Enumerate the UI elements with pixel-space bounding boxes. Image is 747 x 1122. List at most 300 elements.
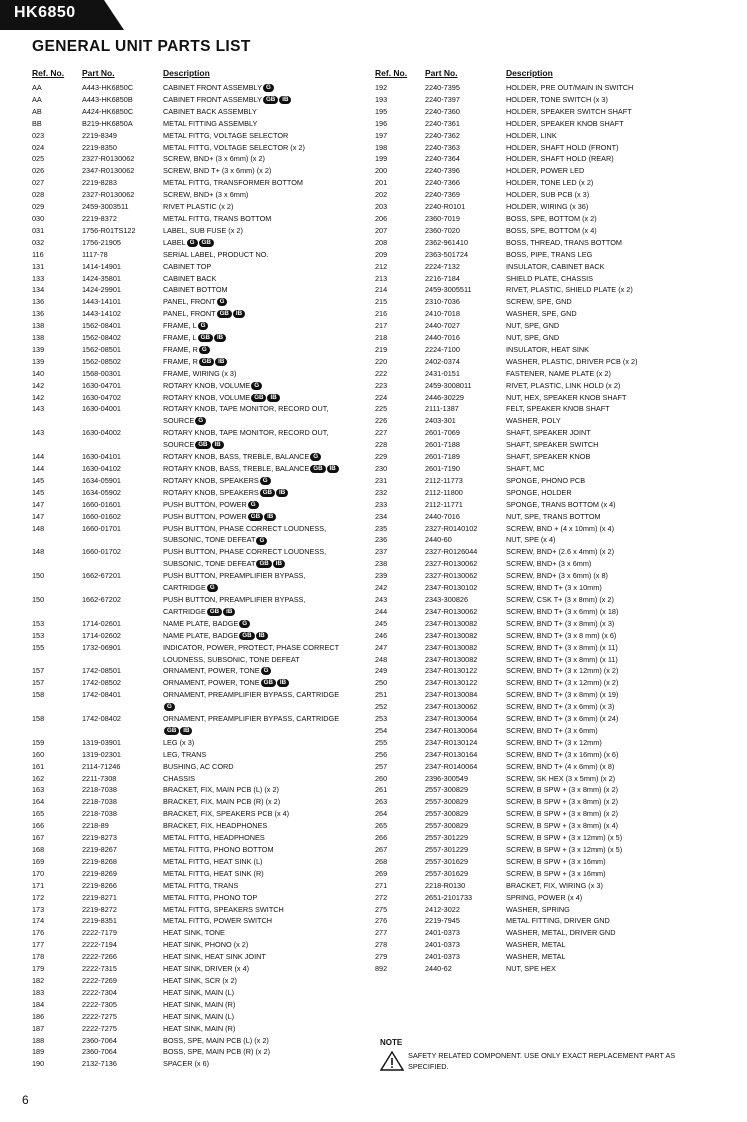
description xyxy=(163,94,372,106)
description-text: BRACKET, FIX, MAIN PCB (L) (x 2) xyxy=(163,785,279,795)
table-row xyxy=(32,713,372,725)
table-row xyxy=(375,94,715,106)
description xyxy=(163,439,372,451)
region-badge: GB xyxy=(260,489,275,497)
ref-no: 227 xyxy=(375,428,388,438)
description-text: METAL FITTG, HEAT SINK (R) xyxy=(163,868,264,878)
description xyxy=(506,118,715,130)
description-text: HOLDER, WIRING (x 36) xyxy=(506,202,589,212)
ref-no xyxy=(32,534,82,546)
part-no: 2601-7189 xyxy=(425,452,460,462)
table-row xyxy=(32,332,372,344)
description xyxy=(506,213,715,225)
description-text: SUBSONIC, TONE DEFEAT xyxy=(163,535,256,545)
part-no: 2224-7132 xyxy=(425,261,460,271)
ref-no: 192 xyxy=(375,83,388,92)
table-row xyxy=(32,273,372,285)
description xyxy=(506,237,715,249)
part-no: 2327-R0130062 xyxy=(425,559,478,569)
region-badge: GB xyxy=(217,310,232,318)
description xyxy=(163,296,372,308)
description-text: HOLDER, TONE SWITCH (x 3) xyxy=(506,94,608,104)
part-no: 1630-04702 xyxy=(82,392,121,402)
description-text: PUSH BUTTON, PHASE CORRECT LOUDNESS, xyxy=(163,547,327,557)
description xyxy=(163,844,372,856)
description-text: SHAFT, SPEAKER JOINT xyxy=(506,428,591,438)
description-text: HOLDER, SUB PCB (x 3) xyxy=(506,190,590,200)
ref-no: 226 xyxy=(375,416,388,426)
part-no: 2240-7397 xyxy=(425,94,460,104)
description-text: PUSH BUTTON, PHASE CORRECT LOUDNESS, xyxy=(163,523,327,533)
ref-no: 276 xyxy=(375,916,388,926)
table-row xyxy=(375,296,715,308)
description-text: SCREW, SK HEX (3 x 5mm) (x 2) xyxy=(506,773,616,783)
description xyxy=(163,665,372,677)
part-no: 2219-8349 xyxy=(82,130,117,140)
region-badge: GB xyxy=(310,465,325,473)
description-text: SCREW, B SPW + (3 x 8mm) (x 2) xyxy=(506,809,619,819)
description xyxy=(506,356,715,368)
table-row xyxy=(32,177,372,189)
table-row xyxy=(32,951,372,963)
part-no xyxy=(82,701,163,713)
ref-no: 187 xyxy=(32,1023,45,1033)
description xyxy=(506,701,715,713)
part-no: 2222-7275 xyxy=(82,1023,117,1033)
description-text: SHAFT, MC xyxy=(506,464,545,473)
ref-no: 218 xyxy=(375,333,388,343)
part-no: 2219-8283 xyxy=(82,178,117,188)
table-row xyxy=(32,665,372,677)
part-no: 1660-01702 xyxy=(82,547,121,557)
model-label: HK6850 xyxy=(14,4,76,21)
description xyxy=(163,856,372,868)
table-row xyxy=(375,784,715,796)
part-no: 2347-R0130164 xyxy=(425,749,478,759)
region-badge: G xyxy=(248,501,259,509)
description xyxy=(163,392,372,404)
description xyxy=(163,832,372,844)
part-no: 1634-05901 xyxy=(82,475,121,485)
description-text: SCREW, BND+ (3 x 6mm) (x 8) xyxy=(506,571,608,581)
table-row xyxy=(32,1035,372,1047)
region-badge: IB xyxy=(215,358,227,366)
part-no: 2440-60 xyxy=(425,535,452,545)
description xyxy=(163,177,372,189)
description-text: ROTARY KNOB, TAPE MONITOR, RECORD OUT, xyxy=(163,404,329,414)
table-row xyxy=(32,344,372,356)
description-text: SCREW, B SPW + (3 x 16mm) xyxy=(506,868,606,878)
table-row xyxy=(32,118,372,130)
description-text: HOLDER, PRE OUT/MAIN IN SWITCH xyxy=(506,83,634,92)
description-text: METAL FITTG, TRANSFORMER BOTTOM xyxy=(163,178,303,188)
description xyxy=(163,618,372,630)
table-row xyxy=(375,368,715,380)
part-no: 2403-301 xyxy=(425,416,456,426)
region-badge: G xyxy=(263,84,274,92)
table-row xyxy=(375,523,715,535)
table-row xyxy=(32,999,372,1011)
table-row xyxy=(32,403,372,415)
description xyxy=(163,249,372,261)
description-text: SHAFT, SPEAKER SWITCH xyxy=(506,440,599,450)
part-no: 2557-300829 xyxy=(425,785,469,795)
ref-no: 150 xyxy=(32,594,45,604)
part-no: 2219-8269 xyxy=(82,868,117,878)
ref-no: 279 xyxy=(375,952,388,962)
part-no: 2401-0373 xyxy=(425,940,460,950)
region-badge: IB xyxy=(212,441,224,449)
description-text: BRACKET, FIX, MAIN PCB (R) (x 2) xyxy=(163,797,281,807)
ref-no: 163 xyxy=(32,785,45,795)
description-text: HEAT SINK, DRIVER (x 4) xyxy=(163,964,250,974)
part-no: 2557-301229 xyxy=(425,845,469,854)
ref-no: 190 xyxy=(32,1059,45,1069)
description-text: FASTENER, NAME PLATE (x 2) xyxy=(506,368,611,378)
ref-no: 264 xyxy=(375,809,388,819)
ref-no: 142 xyxy=(32,380,45,390)
table-row xyxy=(32,892,372,904)
part-no: 2446-30229 xyxy=(425,392,464,402)
table-row xyxy=(32,630,372,642)
description xyxy=(163,975,372,987)
description-text: BOSS, THREAD, TRANS BOTTOM xyxy=(506,237,622,247)
part-no: 2347-R0130082 xyxy=(425,618,478,628)
ref-no: 136 xyxy=(32,297,45,307)
description-text: HOLDER, SHAFT HOLD (REAR) xyxy=(506,154,614,164)
part-no: 2557-301629 xyxy=(425,856,469,866)
description-text: SCREW, CSK T+ (3 x 8mm) (x 2) xyxy=(506,594,614,604)
description-text: CABINET BACK xyxy=(163,273,217,283)
table-row xyxy=(32,1023,372,1035)
table-row xyxy=(32,654,372,666)
region-badge: GB xyxy=(199,239,214,247)
part-no: 2402-0374 xyxy=(425,356,460,366)
ref-no: 172 xyxy=(32,892,45,902)
description-text: SPRING, POWER (x 4) xyxy=(506,892,583,902)
table-row xyxy=(375,701,715,713)
table-row xyxy=(375,153,715,165)
part-no: 1742-08402 xyxy=(82,714,121,724)
description xyxy=(163,237,372,249)
table-row xyxy=(375,451,715,463)
description xyxy=(163,606,372,618)
ref-no: 169 xyxy=(32,856,45,866)
table-row xyxy=(375,403,715,415)
part-no: 2219-7945 xyxy=(425,916,460,926)
description-text: SCREW, B SPW + (3 x 12mm) (x 5) xyxy=(506,845,623,854)
ref-no: 195 xyxy=(375,106,388,116)
table-row xyxy=(32,904,372,916)
ref-no xyxy=(32,725,82,737)
ref-no: 253 xyxy=(375,714,388,724)
description xyxy=(506,82,715,94)
ref-no: 138 xyxy=(32,333,45,343)
description-text: SCREW, SPE, GND xyxy=(506,297,572,307)
ref-no: 271 xyxy=(375,880,388,890)
ref-no xyxy=(32,582,82,594)
ref-no: 251 xyxy=(375,690,388,700)
description-text: FRAME, R xyxy=(163,344,198,354)
part-no xyxy=(82,415,163,427)
description xyxy=(506,201,715,213)
ref-no: 243 xyxy=(375,594,388,604)
part-no: 2412-3022 xyxy=(425,904,460,914)
part-no: 2112-11771 xyxy=(425,499,463,509)
part-no: 2216-7184 xyxy=(425,273,460,283)
description-text: SCREW, BND T+ (3 x 6mm) xyxy=(506,725,598,735)
ref-no: 189 xyxy=(32,1047,45,1057)
table-row xyxy=(32,106,372,118)
part-no: 2222-7179 xyxy=(82,928,117,938)
part-no: 1319-02301 xyxy=(82,749,121,759)
table-row xyxy=(32,225,372,237)
description xyxy=(506,784,715,796)
description xyxy=(506,773,715,785)
description-text: ROTARY KNOB, TAPE MONITOR, RECORD OUT, xyxy=(163,428,329,438)
description xyxy=(506,570,715,582)
region-badge: IB xyxy=(277,679,289,687)
part-no: 2112-11773 xyxy=(425,475,463,485)
part-no: 2601-7188 xyxy=(425,440,460,450)
ref-no: 161 xyxy=(32,761,45,771)
region-badge: IB xyxy=(264,513,276,521)
ref-no: 235 xyxy=(375,523,388,533)
ref-no: 222 xyxy=(375,368,388,378)
part-no: 2347-R0130062 xyxy=(425,606,478,616)
table-row xyxy=(32,677,372,689)
column-header xyxy=(375,68,715,81)
part-no: 1742-08401 xyxy=(82,690,121,700)
description xyxy=(163,773,372,785)
table-row xyxy=(375,832,715,844)
description-text: SCREW, B SPW + (3 x 8mm) (x 2) xyxy=(506,797,619,807)
table-row xyxy=(32,796,372,808)
part-no: 2114-71246 xyxy=(82,761,121,771)
description-text: LEG (x 3) xyxy=(163,737,195,747)
description xyxy=(506,594,715,606)
description-text: SCREW, BND+ (2.6 x 4mm) (x 2) xyxy=(506,547,615,557)
part-no: 2601-7190 xyxy=(425,464,460,473)
table-row xyxy=(32,415,372,427)
part-no xyxy=(82,725,163,737)
part-no: 2218-7038 xyxy=(82,809,117,819)
description-text: SCREW, BND T+ (3 x 12mm) (x 2) xyxy=(506,678,619,688)
description xyxy=(163,939,372,951)
table-row xyxy=(375,558,715,570)
description-text: SCREW, BND T+ (3 x 6mm) (x 24) xyxy=(506,714,619,724)
ref-no: 028 xyxy=(32,190,45,200)
ref-no: 214 xyxy=(375,285,388,295)
description xyxy=(163,761,372,773)
part-no: 1742-08501 xyxy=(82,666,121,676)
description xyxy=(506,106,715,118)
ref-no: 158 xyxy=(32,714,45,724)
description xyxy=(506,820,715,832)
header-description: Description xyxy=(506,68,553,78)
ref-no: 197 xyxy=(375,130,388,140)
description xyxy=(506,177,715,189)
description-text: CHASSIS xyxy=(163,773,196,783)
description-text: BRACKET, FIX, HEADPHONES xyxy=(163,821,268,831)
description-text: METAL FITTG, POWER SWITCH xyxy=(163,916,273,926)
description-text: SUBSONIC, TONE DEFEAT xyxy=(163,559,256,569)
description xyxy=(163,427,372,439)
description xyxy=(506,284,715,296)
part-no: 1662-67202 xyxy=(82,594,121,604)
ref-no: 254 xyxy=(375,725,388,735)
description xyxy=(506,308,715,320)
part-no: 1714-02601 xyxy=(82,618,121,628)
description-text: HEAT SINK, MAIN (L) xyxy=(163,1011,235,1021)
table-row xyxy=(375,654,715,666)
part-no: 1714-02602 xyxy=(82,630,121,640)
table-row xyxy=(32,773,372,785)
ref-no: 233 xyxy=(375,499,388,509)
description-text: CABINET FRONT ASSEMBLY xyxy=(163,94,262,104)
ref-no: 216 xyxy=(375,309,388,319)
description-text: SCREW, B SPW + (3 x 16mm) xyxy=(506,856,606,866)
description xyxy=(506,796,715,808)
part-no: 2219-8272 xyxy=(82,904,117,914)
part-no: 2459-3003511 xyxy=(82,202,129,212)
description xyxy=(506,189,715,201)
description-text: SCREW, BND T+ (3 x 12mm) xyxy=(506,737,602,747)
table-row xyxy=(375,582,715,594)
description-text: METAL FITTG, VOLTAGE SELECTOR (x 2) xyxy=(163,142,305,152)
description xyxy=(506,153,715,165)
ref-no: 257 xyxy=(375,761,388,771)
ref-no: 183 xyxy=(32,987,45,997)
part-no: 2347-R0130122 xyxy=(425,678,478,688)
description-text: SCREW, BND T+ (3 x 12mm) (x 2) xyxy=(506,666,619,676)
part-no: 1443-14101 xyxy=(82,297,121,307)
part-no: 2219-8350 xyxy=(82,142,117,152)
description-text: METAL FITTG, TRANS BOTTOM xyxy=(163,213,272,223)
part-no xyxy=(82,439,163,451)
ref-no xyxy=(32,415,82,427)
description xyxy=(163,987,372,999)
description xyxy=(506,94,715,106)
description xyxy=(163,868,372,880)
table-row xyxy=(32,213,372,225)
table-row xyxy=(32,94,372,106)
description-text: CABINET BACK ASSEMBLY xyxy=(163,106,257,116)
description-text: BOSS, SPE, MAIN PCB (L) (x 2) xyxy=(163,1035,269,1045)
table-row xyxy=(32,356,372,368)
region-badge: GB xyxy=(199,358,214,366)
part-no: 2557-301229 xyxy=(425,833,469,843)
ref-no: 143 xyxy=(32,428,45,438)
part-no: 2347-R0130062 xyxy=(425,702,478,712)
ref-no: 277 xyxy=(375,928,388,938)
table-row xyxy=(375,773,715,785)
table-row xyxy=(375,308,715,320)
part-no: 2218-89 xyxy=(82,821,109,831)
table-row xyxy=(32,261,372,273)
ref-no: 213 xyxy=(375,273,388,283)
description-text: NUT, SPE (x 4) xyxy=(506,535,556,545)
description-text: METAL FITTG, SPEAKERS SWITCH xyxy=(163,904,284,914)
table-row xyxy=(32,594,372,606)
part-no: 2222-7194 xyxy=(82,940,117,950)
description xyxy=(163,546,372,558)
part-no: 2347-R0130082 xyxy=(425,630,478,640)
description xyxy=(506,487,715,499)
description-text: ROTARY KNOB, BASS, TREBLE, BALANCE xyxy=(163,452,310,462)
table-row xyxy=(375,892,715,904)
description xyxy=(506,427,715,439)
description xyxy=(163,118,372,130)
description xyxy=(163,523,372,535)
description-text: HOLDER, SPEAKER SWITCH SHAFT xyxy=(506,106,632,116)
description-text: LOUDNESS, SUBSONIC, TONE DEFEAT xyxy=(163,654,300,664)
part-no: 2327-R0130062 xyxy=(82,154,135,164)
description-text: PANEL, FRONT xyxy=(163,297,216,307)
description xyxy=(506,868,715,880)
table-row xyxy=(375,511,715,523)
part-no: 1443-14102 xyxy=(82,309,121,319)
table-row xyxy=(32,963,372,975)
part-no: 2240-7362 xyxy=(425,130,460,140)
description-text: SCREW, B SPW + (3 x 8mm) (x 4) xyxy=(506,821,619,831)
table-row xyxy=(375,880,715,892)
parts-column-right xyxy=(375,68,715,975)
ref-no: 153 xyxy=(32,630,45,640)
description xyxy=(163,142,372,154)
table-row xyxy=(32,487,372,499)
ref-no: 212 xyxy=(375,261,388,271)
ref-no: 246 xyxy=(375,630,388,640)
description xyxy=(163,403,372,415)
description xyxy=(163,713,372,725)
description xyxy=(163,487,372,499)
ref-no: 182 xyxy=(32,975,45,985)
part-no: 1660-01601 xyxy=(82,499,121,509)
description-text: METAL FITTG, TRANS xyxy=(163,880,239,890)
table-row xyxy=(32,725,372,737)
ref-no: 261 xyxy=(375,785,388,795)
ref-no: 032 xyxy=(32,237,45,247)
note-text: SAFETY RELATED COMPONENT. USE ONLY EXACT REPLACEMENT PART AS SPECIFIED. xyxy=(408,1051,676,1071)
description-text: PUSH BUTTON, POWER xyxy=(163,511,247,521)
region-badge: GB xyxy=(207,608,222,616)
page-number: 6 xyxy=(22,1093,29,1107)
part-no: 2360-7064 xyxy=(82,1035,117,1045)
table-row xyxy=(375,177,715,189)
description xyxy=(163,213,372,225)
description-text: SPONGE, HOLDER xyxy=(506,487,572,497)
table-row xyxy=(375,344,715,356)
table-row xyxy=(375,820,715,832)
part-no: 2347-R0130062 xyxy=(82,166,135,176)
table-row xyxy=(32,701,372,713)
description xyxy=(506,689,715,701)
description xyxy=(506,880,715,892)
part-no: 2557-300829 xyxy=(425,797,469,807)
table-row xyxy=(375,261,715,273)
description-text: HEAT SINK, MAIN (L) xyxy=(163,987,235,997)
table-row xyxy=(375,439,715,451)
table-row xyxy=(32,868,372,880)
description-text: WASHER, SPRING xyxy=(506,904,570,914)
description xyxy=(163,1011,372,1023)
description-text: METAL FITTG, HEAT SINK (L) xyxy=(163,856,263,866)
part-no: 1562-08501 xyxy=(82,344,121,354)
note-title: NOTE xyxy=(380,1038,403,1047)
part-no: 1756-R01TS122 xyxy=(82,225,136,235)
table-row xyxy=(375,844,715,856)
